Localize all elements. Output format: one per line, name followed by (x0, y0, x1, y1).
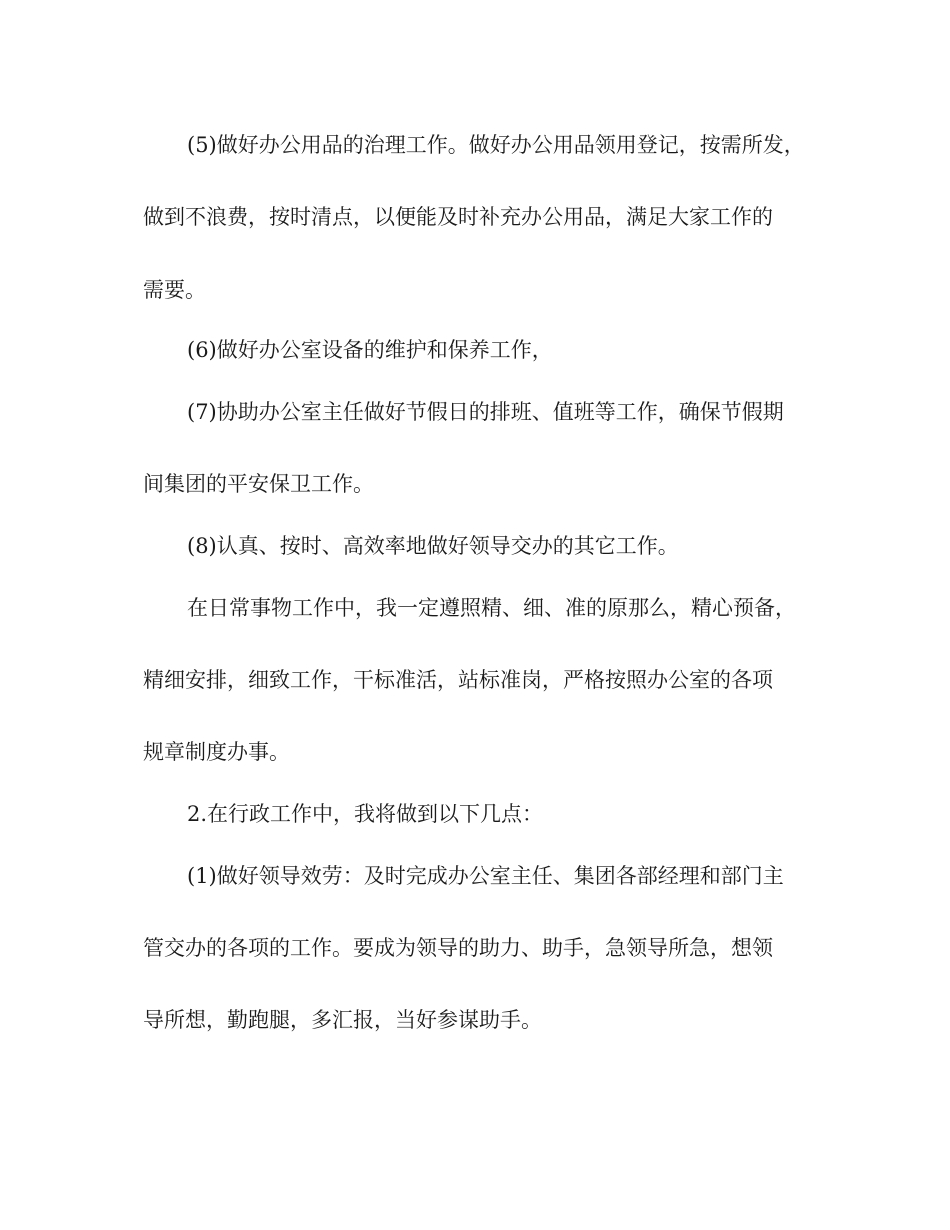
section-2-item-1-line-3: 导所想，勤跑腿，多汇报，当好参谋助手。 (143, 1008, 542, 1032)
paragraph-5-line-3: 需要。 (143, 278, 206, 302)
paragraph-7-line-2: 间集团的平安保卫工作。 (143, 472, 374, 496)
paragraph-5-line-2: 做到不浪费，按时清点，以便能及时补充办公用品，满足大家工作的 (143, 205, 773, 229)
section-2-item-1-line-2: 管交办的各项的工作。要成为领导的助力、助手，急领导所急，想领 (143, 936, 773, 960)
daily-work-line-2: 精细安排，细致工作，干标准活，站标准岗，严格按照办公室的各项 (143, 668, 773, 692)
paragraph-8-line-1: (8)认真、按时、高效率地做好领导交办的其它工作。 (187, 534, 679, 558)
section-2-heading: 2.在行政工作中，我将做到以下几点： (187, 802, 544, 826)
daily-work-line-1: 在日常事物工作中，我一定遵照精、细、准的原那么，精心预备， (187, 596, 796, 620)
paragraph-5-line-1: (5)做好办公用品的治理工作。做好办公用品领用登记，按需所发， (187, 133, 805, 157)
daily-work-line-3: 规章制度办事。 (143, 740, 290, 764)
paragraph-7-line-1: (7)协助办公室主任做好节假日的排班、值班等工作，确保节假期 (187, 400, 784, 424)
section-2-item-1-line-1: (1)做好领导效劳：及时完成办公室主任、集团各部经理和部门主 (187, 864, 784, 888)
paragraph-6-line-1: (6)做好办公室设备的维护和保养工作， (187, 338, 553, 362)
